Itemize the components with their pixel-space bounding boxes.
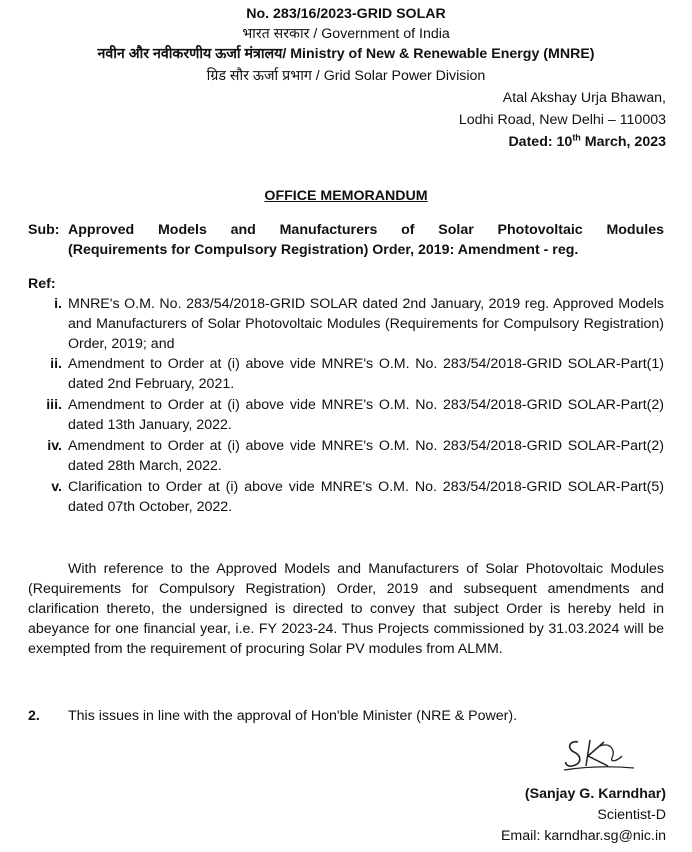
address-line-2: Lodhi Road, New Delhi – 110003 <box>458 112 666 128</box>
reference-text: Amendment to Order at (i) above vide MNRE's O.M. No. 283/54/2018-GRID SOLAR-Part(1) dated 2nd February, 2021. <box>68 356 664 392</box>
reference-number: v. <box>51 479 62 495</box>
reference-item-iv <box>34 436 664 476</box>
memo-title-text: OFFICE MEMORANDUM <box>264 188 428 204</box>
reference-item-i <box>34 294 664 354</box>
signatory-email: Email: karndhar.sg@nic.in <box>500 828 666 844</box>
file-number: No. 283/16/2023-GRID SOLAR <box>246 6 446 22</box>
subject-label: Sub: <box>28 222 60 238</box>
ministry-english: Ministry of New & Renewable Energy (MNRE) <box>286 46 595 62</box>
address-line-1: Atal Akshay Urja Bhawan, <box>502 90 666 106</box>
dated-line <box>508 132 666 152</box>
dated-sup: th <box>572 132 581 143</box>
reference-number: iii. <box>46 397 62 413</box>
dated-rest: March, 2023 <box>580 134 666 150</box>
reference-text: Amendment to Order at (i) above vide MNRE's O.M. No. 283/54/2018-GRID SOLAR-Part(2) dated 13th January, 2022. <box>68 397 664 433</box>
reference-number: ii. <box>50 356 62 372</box>
subject-line-2: (Requirements for Compulsory Registration) Order, 2019: Amendment - reg. <box>68 242 579 258</box>
body-paragraph: With reference to the Approved Models and Manufacturers of Solar Photovoltaic Modules (Requirements for Compulsory Registration) Order, 2019 and subsequent amendments and clarification thereto, the undersigned is directed to convey that subject Order is hereby held in abeyance for one financial year, i.e. FY 2023-24. Thus Projects commissioned by 31.03.2024 will be exempted from the requirement of procuring Solar PV modules from ALMM. <box>28 561 664 657</box>
government-line: भारत सरकार / Government of India <box>242 26 450 42</box>
dated-label: Dated: 10 <box>508 134 573 150</box>
reference-number: iv. <box>47 438 62 454</box>
signatory-designation: Scientist-D <box>597 807 666 823</box>
ref-label: Ref: <box>28 276 56 292</box>
reference-item-ii <box>34 354 664 394</box>
reference-item-iii <box>34 395 664 435</box>
division-line: ग्रिड सौर ऊर्जा प्रभाग / Grid Solar Power Division <box>206 68 486 84</box>
reference-text: Clarification to Order at (i) above vide MNRE's O.M. No. 283/54/2018-GRID SOLAR-Part(5) dated 07th October, 2022. <box>68 479 664 515</box>
handwritten-signature <box>560 732 640 774</box>
signatory-name: (Sanjay G. Karndhar) <box>524 786 666 802</box>
subject-line-1: Approved Models and Manufacturers of Solar Photovoltaic Modules <box>68 222 664 238</box>
ministry-hindi: नवीन और नवीकरणीय ऊर्जा मंत्रालय/ <box>97 46 287 62</box>
reference-text: MNRE's O.M. No. 283/54/2018-GRID SOLAR dated 2nd January, 2019 reg. Approved Models and Manufacturers of Solar Photovoltaic Modules (Requirements for Compulsory Registration) Order, 2019; and <box>68 296 664 352</box>
reference-number: i. <box>54 296 62 312</box>
reference-item-v <box>34 477 664 517</box>
para2-number: 2. <box>28 708 40 724</box>
memo-title <box>0 186 692 206</box>
para2-text: This issues in line with the approval of Hon'ble Minister (NRE & Power). <box>68 708 518 724</box>
ministry-line <box>0 44 692 64</box>
reference-text: Amendment to Order at (i) above vide MNRE's O.M. No. 283/54/2018-GRID SOLAR-Part(2) dated 28th March, 2022. <box>68 438 664 474</box>
